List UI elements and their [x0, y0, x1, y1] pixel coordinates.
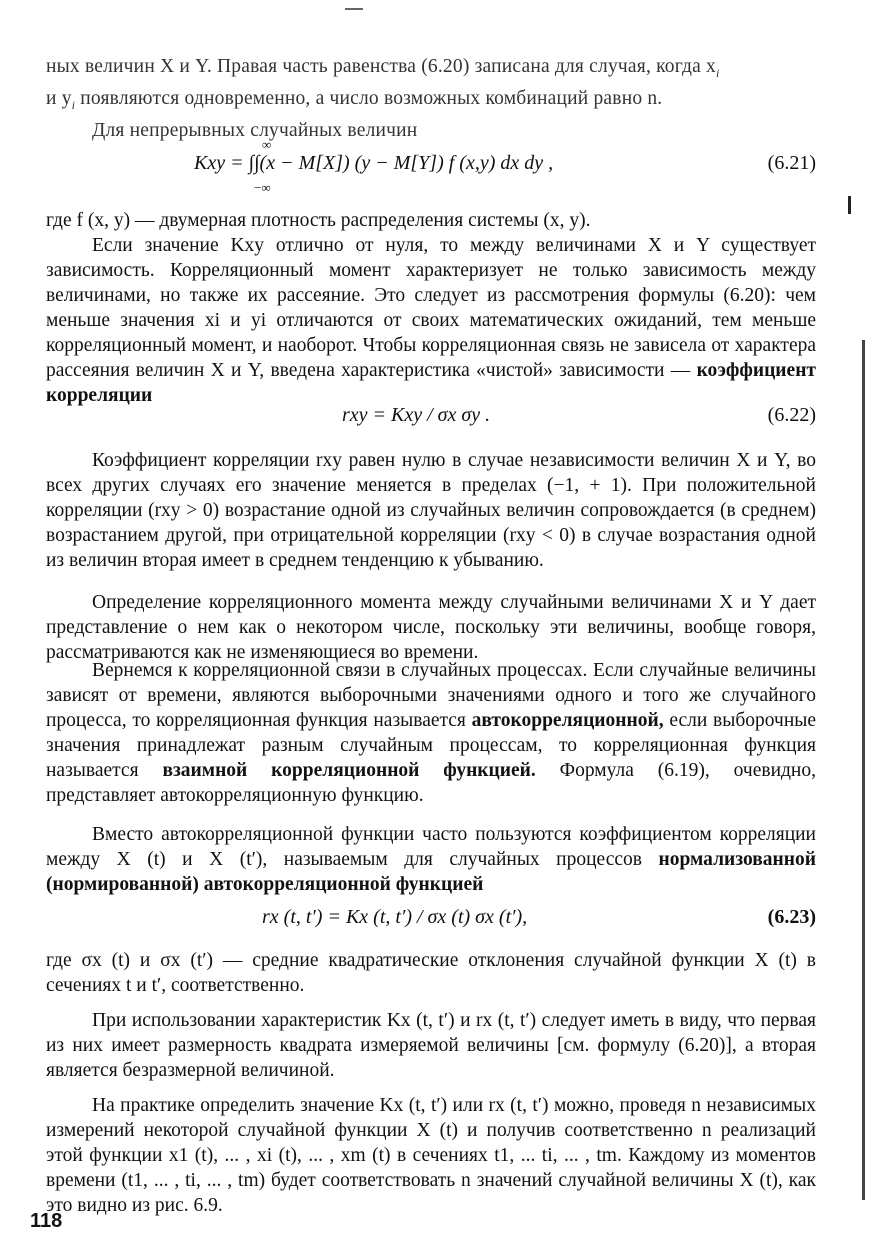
term-autocorrelation: автокорреляционной, [471, 710, 664, 731]
para-processes-3: Формула (6.19), очевидно, представляет автокорреляционную функцию. [46, 760, 816, 806]
final-block [46, 948, 816, 1218]
formula-6-21-expression: Kxy = ∫∫(x − M[X]) (y − M[Y]) f (x,y) dx dy , [194, 152, 554, 174]
formula-6-23-expression: rx (t, t′) = Kx (t, t′) / σx (t) σx (t′), [262, 906, 528, 928]
processes-block [46, 658, 816, 808]
top-line-1: ных величин X и Y. Правая часть равенства (6.20) записана для случая, когда x [46, 56, 716, 77]
para-practice: На практике определить значение Kx (t, t′) или rx (t, t′) можно, проведя n независимых измерений некоторой случайной функции X (t) и получив соответственно n реализаций этой функции x1 (t), ... , xi (t), ... , xm (t) в сечениях t1, ... ti, ... , tm. Каждому из моментов времени (t1, ... , ti, ... , tm) будет соответствовать n значений случайной величины X (t), как это видно из рис. 6.9. [46, 1095, 816, 1216]
para-usage: При использовании характеристик Kx (t, t′) и rx (t, t′) следует иметь в виду, что первая из них имеет размерность квадрата измеряемой величины [см. формулу (6.20)], а вторая является безразмерной величиной. [46, 1010, 816, 1081]
para-kxy: Если значение Kxy отлично от нуля, то между величинами X и Y существует зависимость. Корреляционный момент характеризует не только зависимость между величинами, но также их рассеяние. Это следует из рассмотрения формулы (6.20): чем меньше значения xi и yi отличаются от своих математических ожиданий, тем меньше корреляционный момент, и наоборот. Чтобы корреляционная связь не зависела от характера рассеяния величин X и Y, введена характеристика «чистой» зависимости — [46, 235, 816, 381]
density-note: где f (x, y) — двумерная плотность распределения системы (x, y). [46, 210, 591, 231]
top-line-2: и y [46, 87, 72, 109]
continuous-intro: Для непрерывных случайных величин [92, 119, 418, 141]
para-coefficient: Коэффициент корреляции rxy равен нулю в случае независимости величин X и Y, во всех других случаях его значение меняется в пределах (−1, + 1). При положительной корреляции (rxy > 0) возрастание одной из случайных величин сопровождается (в среднем) возрастанием другой, при отрицательной корреляции (rxy < 0) в случае возрастания одной из величин вторая имеет в среднем тенденцию к убыванию. [46, 450, 816, 571]
density-and-kxy-block [46, 208, 816, 408]
term-normalized-autocorrelation: нормализованной (нормированной) автокорреляционной функцией [46, 849, 816, 895]
top-line-2-rest: появляются одновременно, а число возможных комбинаций равно n. [75, 87, 663, 109]
formula-6-22-expression: rxy = Kxy / σx σy . [342, 404, 491, 426]
para-processes-2: если выборочные значения принадлежат разным случайным процессам, то корреляционная функция называется [46, 710, 817, 781]
term-correlation-coefficient: коэффициент корреляции [46, 360, 817, 406]
formula-6-21-number: (6.21) [767, 152, 816, 174]
term-cross-correlation: взаимной корреляционной функцией. [162, 760, 536, 781]
definition-block [46, 590, 816, 665]
scan-edge-mark [848, 196, 851, 214]
formula-6-23 [46, 906, 816, 936]
para-definition: Определение корреляционного момента между случайными величинами X и Y дает представление о нем как о некотором числе, поскольку эти величины, вообще говоря, рассматриваются как не изменяющиеся во времени. [46, 592, 816, 663]
integral-upper-limit: ∞ [262, 137, 272, 152]
formula-6-22 [46, 404, 816, 434]
para-normalized: Вместо автокорреляционной функции часто пользуются коэффициентом корреляции между X (t) и X (t′), называемым для случайных процессов [46, 824, 816, 870]
sub-i: i [715, 65, 720, 80]
formula-6-21 [46, 137, 816, 195]
sub-i: i [71, 97, 76, 112]
sigma-note: где σx (t) и σx (t′) — средние квадратические отклонения случайной функции X (t) в сечениях t и t′, соответственно. [46, 950, 816, 996]
formula-6-23-number: (6.23) [767, 906, 816, 928]
scan-edge-shadow [862, 340, 865, 1200]
coefficient-block [46, 448, 816, 573]
para-processes-1: Вернемся к корреляционной связи в случайных процессах. Если случайные величины зависят от времени, являются выборочными значениями одного и того же случайного процесса, то корреляционная функция называется [46, 660, 816, 731]
normalized-block [46, 822, 816, 897]
top-fragment [46, 54, 816, 143]
page-number: 118 [30, 1210, 63, 1232]
integral-lower-limit: −∞ [254, 180, 271, 195]
formula-6-22-number: (6.22) [767, 404, 816, 426]
top-rule [345, 8, 363, 10]
